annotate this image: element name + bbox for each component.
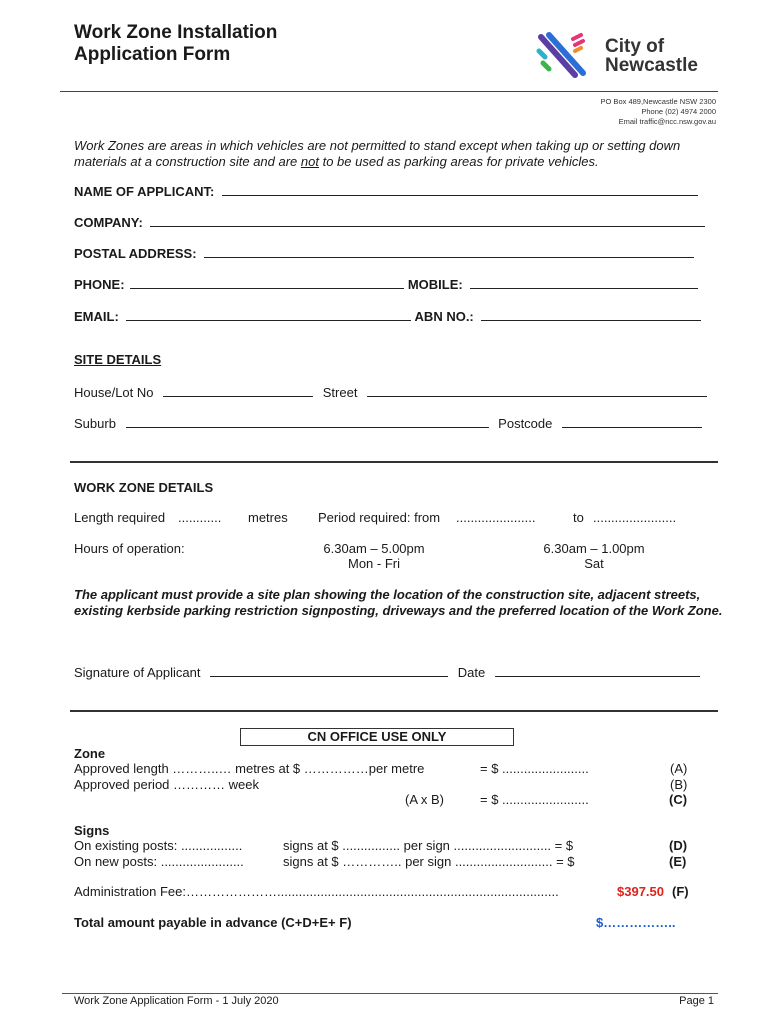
intro-text-2: to be used as parking areas for private vehicles. (318, 154, 599, 169)
contact-phone: Phone (02) 4974 2000 (641, 107, 716, 116)
hours-saturday-time: 6.30am – 1.00pm (543, 541, 645, 556)
postal-label: POSTAL ADDRESS: (74, 246, 197, 261)
name-row (74, 183, 698, 199)
footer-divider (62, 993, 718, 994)
suburb-label: Suburb (74, 416, 116, 431)
existing-posts-calc: signs at $ ................ per sign ........................... = $ (283, 838, 574, 853)
abn-label: ABN NO.: (414, 309, 474, 324)
intro-paragraph (74, 138, 724, 170)
email-label: EMAIL: (74, 309, 119, 324)
contact-address: PO Box 489,Newcastle NSW 2300 (600, 97, 716, 106)
title-line-1: Work Zone Installation (74, 22, 278, 43)
city-logo-icon (535, 31, 597, 81)
mobile-label: MOBILE: (407, 277, 463, 292)
axb-total: = $ ........................ (480, 792, 589, 807)
contact-block (601, 97, 716, 127)
logo-text (605, 37, 698, 75)
signature-field[interactable] (210, 664, 448, 677)
footer-page: Page 1 (679, 995, 714, 1007)
intro-text-1: Work Zones are areas in which vehicles are not permitted to stand except when taking up or setting down materials at a construction site and are (74, 138, 681, 169)
house-label: House/Lot No (74, 385, 154, 400)
postcode-field[interactable] (562, 415, 702, 428)
period-to-label: to (573, 510, 584, 525)
label-f: (F) (672, 884, 689, 899)
admin-fee-label: Administration Fee:………………….............................................................................. (74, 884, 559, 899)
header-divider (60, 91, 718, 92)
period-label: Period required: from (318, 510, 441, 525)
contact-email: Email traffic@ncc.nsw.gov.au (618, 117, 716, 126)
street-label: Street (322, 385, 358, 400)
suburb-field[interactable] (126, 415, 489, 428)
intro-emphasis: not (300, 154, 319, 169)
hours-weekday-days: Mon - Fri (348, 556, 400, 571)
zone-heading: Zone (74, 746, 106, 761)
label-e: (E) (669, 854, 687, 869)
hours-weekday-time: 6.30am – 5.00pm (323, 541, 425, 556)
hours-weekday (318, 541, 430, 571)
postcode-label: Postcode (498, 416, 553, 431)
company-field[interactable] (150, 214, 705, 227)
mobile-field[interactable] (470, 276, 698, 289)
approved-length-total: = $ ........................ (480, 761, 589, 776)
label-c: (C) (669, 792, 688, 807)
site-details-heading: SITE DETAILS (74, 352, 162, 367)
signature-label: Signature of Applicant (74, 665, 201, 680)
period-from-field[interactable]: ...................... (456, 510, 536, 525)
hours-label: Hours of operation: (74, 541, 185, 556)
section-divider-1 (70, 461, 718, 463)
name-field[interactable] (222, 183, 698, 196)
date-field[interactable] (495, 664, 700, 677)
email-field[interactable] (126, 308, 411, 321)
company-row (74, 214, 705, 230)
street-field[interactable] (367, 384, 707, 397)
section-divider-2 (70, 710, 718, 712)
signs-heading: Signs (74, 823, 110, 838)
length-label: Length required (74, 510, 166, 525)
signature-row (74, 664, 700, 680)
phone-label: PHONE (74, 277, 121, 292)
period-to-field[interactable]: ....................... (593, 510, 677, 525)
total-label: Total amount payable in advance (C+D+E+ F) (74, 915, 352, 930)
label-a: (A) (670, 761, 688, 776)
title-line-2: Application Form (74, 44, 231, 65)
hours-saturday (538, 541, 650, 571)
postal-row (74, 245, 694, 261)
name-label: NAME OF APPLICANT: (74, 184, 215, 199)
form-title (74, 22, 374, 66)
hours-saturday-days: Sat (584, 556, 604, 571)
house-street-row (74, 384, 707, 400)
axb-label: (A x B) (405, 792, 445, 807)
house-field[interactable] (163, 384, 313, 397)
date-label: Date (457, 665, 486, 680)
logo-line-1: City of (605, 36, 665, 57)
site-plan-notice: The applicant must provide a site plan showing the location of the construction site, adjacent streets, existing kerbside parking restriction signposting, driveways and the preferred location of the Work Zone. (74, 587, 723, 618)
new-posts-calc: signs at $ ………….. per sign ........................... = $ (283, 854, 575, 869)
suburb-row (74, 415, 702, 431)
footer-left: Work Zone Application Form - 1 July 2020 (74, 995, 279, 1007)
approved-period: Approved period ………… week (74, 777, 259, 792)
postal-field[interactable] (204, 245, 694, 258)
work-zone-heading: WORK ZONE DETAILS (74, 480, 214, 495)
phone-row: PHONE: MOBILE: (74, 276, 698, 292)
email-row (74, 308, 701, 324)
metres-label: metres (248, 510, 288, 525)
abn-field[interactable] (481, 308, 701, 321)
company-label: COMPANY: (74, 215, 143, 230)
logo-line-2: Newcastle (605, 55, 698, 76)
existing-posts: On existing posts: ................. (74, 838, 243, 853)
phone-field[interactable] (130, 276, 404, 289)
city-logo (535, 33, 725, 81)
new-posts: On new posts: ....................... (74, 854, 244, 869)
length-field[interactable]: ............ (178, 510, 222, 525)
office-use-heading: CN OFFICE USE ONLY (240, 728, 514, 746)
label-d: (D) (669, 838, 688, 853)
admin-fee-value: $397.50 (617, 884, 664, 899)
approved-length: Approved length ………..… metres at $ ……………per metre (74, 761, 425, 776)
total-value: $…………….. (596, 915, 676, 930)
label-b: (B) (670, 777, 688, 792)
